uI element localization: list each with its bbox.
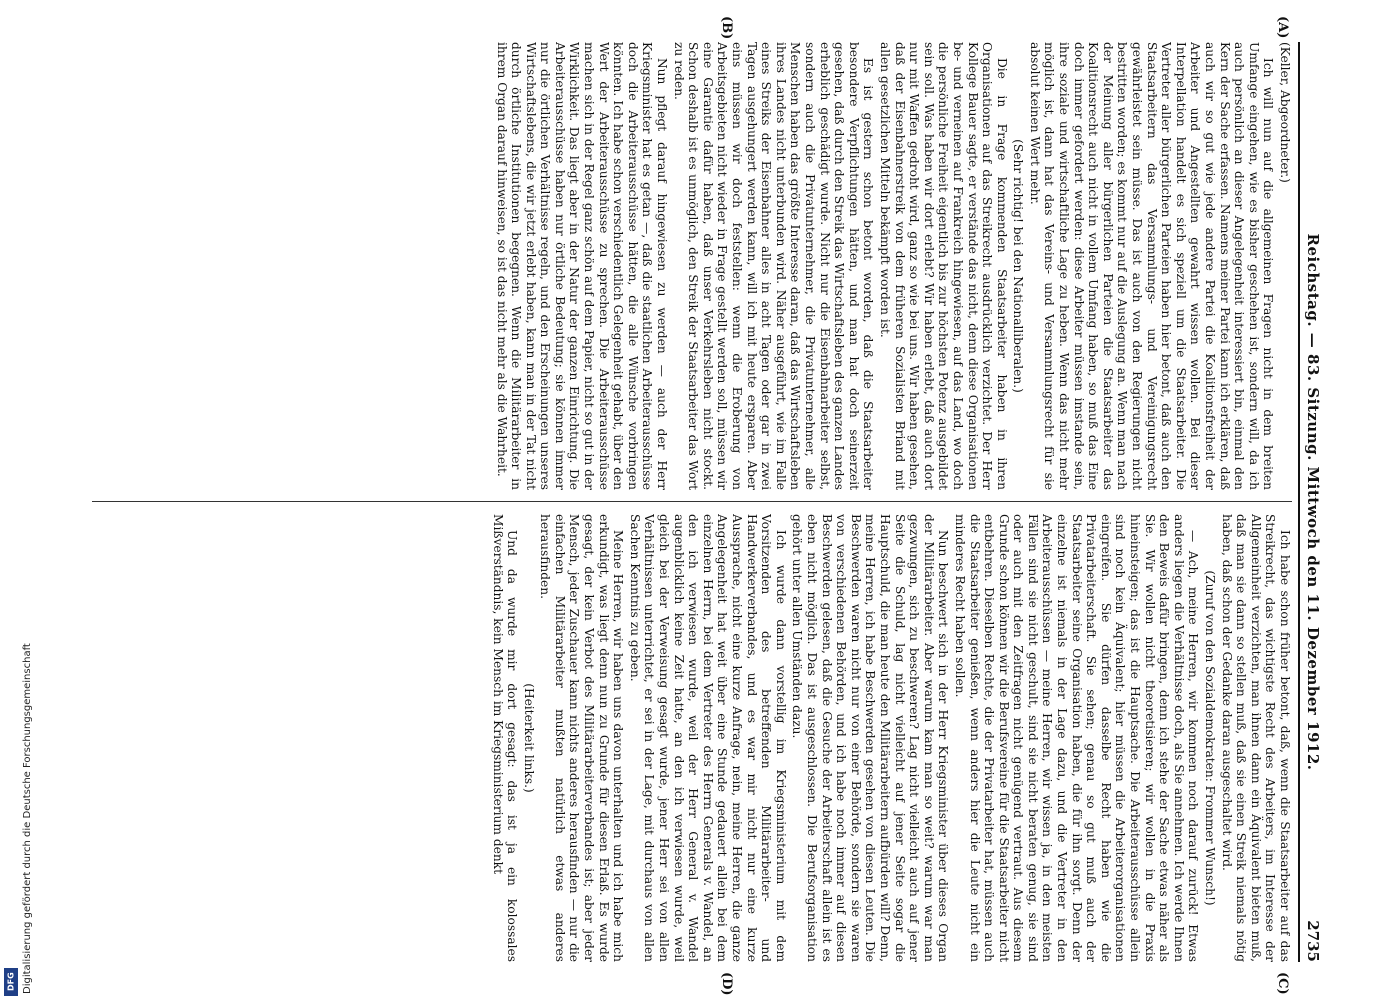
left-column: [92, 42, 1292, 490]
right-column: [92, 514, 1292, 962]
paragraph: Nun beschwert sich in der Herr Kriegsminister über dieses Organ der Militärarbeiter. Aber warum kam man so weit? warum war man gezwungen, sich zu beschweren? Lag nicht vielleicht auch auf jener Seite die Schuld, lag nicht vielleicht auf jener Seite sogar die Hauptschuld, die man heute den Militärarbeitern aufbürden will? Denn, meine Herren, ich habe Beschwerden gesehen von diesen Leuten. Die Beschwerden waren nicht nur von einer Behörde, sondern sie waren von verschiedenen Behörden, und ich habe noch immer auf diesen Beschwerden gelesen, daß die Gesuche der Arbeiterschaft allein ist es eben nicht möglich. Das ist ausgeschlossen. Die Berufsorganisation gehört unter allen Umständen dazu.: [790, 514, 951, 962]
paragraph: Die in Frage kommenden Staatsarbeiter haben in ihren Organisationen auf das Streikrecht ausdrücklich verzichtet. Der Herr Kollege Bauer sagte, er verstände das nicht, denn diese Organisationen be- und verneinen auf Frankreich hingewiesen, auf das Land, wo doch die persönliche Freiheit eigentlich bis zur höchsten Potenz ausgebildet sein soll. Was haben wir dort erlebt? Wir haben erlebt, daß auch dort nur mit Waffen gedroht wird, ganz so wie bei uns. Wir haben gesehen, daß der Eisenbahnerstreik von dem früheren Sozialisten Briand mit allen gesetzlichen Mitteln bekämpft worden ist.: [877, 42, 1009, 490]
margin-letter-b: (B): [719, 16, 734, 40]
paragraph: Nun pflegt darauf hingewiesen zu werden — auch der Herr Kriegsminister hat es getan —, daß die staatlichen Arbeiterausschüsse doch die Arbeiterausschüsse hätten, die alle Wünsche vorbringen könnten. Ich habe schon verschiedentlich Gelegenheit gehabt, über den Wert der Arbeiterausschüsse zu sprechen. Die Arbeiterausschüsse machen sich in der Regel ganz schön auf dem Papier, nicht so gut in der Wirklichkeit. Das liegt aber in der Natur der ganzen Einrichtung. Die Arbeiterausschüsse haben nur örtliche Bedeutung; sie können immer nur die örtlichen Verhältnisse regeln, und den Erscheinungen unseres Wirtschaftslebens, die wir jetzt erlebt haben, kann man in der Tat nicht durch örtliche Institutionen begegnen. Wenn die Militärarbeiter in ihrem Organ darauf hinweisen, so ist das nicht mehr als die Wahrheit.: [494, 42, 670, 490]
page-number: 2735: [1304, 920, 1322, 962]
paragraph: — Ach, meine Herren, wir kommen noch darauf zurück! Etwas anders liegen die Verhältnisse doch, als Sie annehmen. Ich werde Ihnen den Beweis dafür bringen, denn ich stehe der Sache etwas näher als Sie. Wir wollen nicht theoretisieren; wir wollen in die Praxis hineinsteigen; das ist die Hauptsache. Die Arbeiterausschüsse allein sind noch kein Äquivalent; hier müssen die Arbeiterorganisationen eingreifen. Sie dürfen dasselbe Recht haben wie die Privatarbeiterschaft. Sie sehen; genau so gut muß auch der Staatsarbeiter seine Organisation haben, die für ihn sorgt. Denn der einzelne ist niemals in der Lage dazu, und die Vertreter in den Arbeiterausschüssen — meine Herren, wir wissen ja, in den meisten Fällen sind sie nicht geschult, sind sie nicht beraten genug, sie sind oder auch mit den Zeitfragen nicht genügend vertraut. Aus diesem Grunde schon können wir die Berufsvereine für die Staatsarbeiter nicht entbehren. Dieselben Rechte, die der Privatarbeiter hat, müssen auch die Staatsarbeiter genießen, wenn anders hier die Leute nicht ein minderes Recht haben sollen.: [952, 514, 1201, 962]
speaker-line: (Keller, Abgeordneter.): [1278, 42, 1292, 183]
interjection: (Sehr richtig! bei den Nationalliberalen.): [1011, 139, 1026, 393]
paragraph: Ich wurde dann vorstellig im Kriegsministerium mit dem Vorsitzenden des betreffenden Militärarbeiter- und Handwerkerverbandes, und es war mir nicht nur eine kurze Aussprache, nicht eine kurze Anfrage, nein, meine Herren, die ganze Angelegenheit hat weit über eine Stunde gedauert allein bei dem einzelnen Herrn, bei dem Vertreter des Herrn Generals v. Wandel, an den ich verwiesen wurde, weil der Herr General v. Wandel augenblicklich keine Zeit hatte, an den ich verwiesen wurde, weil gleich bei der Verweisung gesagt wurde, jener Herr sei von allen Verhältnissen unterrichtet, er sei in der Lage, mit durchaus von allen Sachen Kenntnis zu geben.: [627, 514, 788, 962]
funding-attribution: Digitalisierung gefördert durch die Deutsche Forschungsgemeinschaft: [22, 643, 33, 994]
column-divider: [92, 501, 1292, 502]
interjection: (Heiterkeit links.): [521, 683, 536, 793]
page-header: [1298, 42, 1322, 962]
interjection: (Zuruf von den Sozialdemokraten: Frommer Wunsch!): [1203, 570, 1218, 906]
header-title: Reichstag. — 83. Sitzung. Mittwoch den 11. Dezember 1912.: [1304, 233, 1322, 771]
margin-letter-c: (C): [1275, 972, 1290, 995]
paragraph: Meine Herren, wir haben uns davon unterhalten und ich habe mich erkundigt, was liegt denn nun zu Grunde für diesen Erlaß. Es wurde gesagt, der kein Verbot des Militärarbeiterverbandes ist; aber jeder Mensch, jeder Zuschauer kann nichts anderes herausfinden — nur die einfachen Militärarbeiter mußten natürlich etwas anderes herausfinden.: [538, 514, 626, 962]
paragraph: Ich will nun auf die allgemeinen Fragen nicht in dem breiten Umfange eingehen, wie es bisher geschehen ist, sondern will, da ich auch persönlich an dieser Angelegenheit interessiert bin, einmal den Kern der Sache erfassen. Namens meiner Partei kann ich erklären, daß auch wir so gut wie jede andere Partei die Koalitionsfreiheit der Arbeiter und Angestellten gewahrt wissen wollen. Bei dieser Interpellation handelt es sich speziell um die Staatsarbeiter. Die Vertreter aller bürgerlichen Parteien haben hier betont, daß auch den Staatsarbeitern das Versammlungs- und Vereinigungsrecht gewährleistet sein müsse. Das ist auch von den Regierungen nicht bestritten worden; es kommt nur auf die Auslegung an. Wenn man nach der Meinung aller bürgerlichen Parteien die Staatsarbeiter das Koalitionsrecht auch nicht in vollem Umfang haben, so muß das Eine doch immer gefordert werden: diese Arbeiter müssen imstande sein, ihre soziale und wirtschaftliche Lage zu heben. Wenn das nicht mehr möglich ist, dann hat das Vereins- und Versammlungsrecht für sie absolut keinen Wert mehr.: [1027, 42, 1276, 490]
scanned-page: [82, 16, 1322, 996]
dfg-logo: DFG: [4, 968, 18, 996]
paragraph: Es ist gestern schon betont worden, daß die Staatsarbeiter besondere Verpflichtungen hätten, und man hat doch seinerzeit gesehen, daß durch den Streik das Wirtschaftsleben des ganzen Landes erheblich geschädigt wurde. Nicht nur die Eisenbahnarbeiter selbst, sondern auch die Privatunternehmer, die Privatunternehmer, alle Menschen haben das größte Interesse daran, daß das Wirtschaftsleben ihres Landes nicht unterbunden wird. Näher ausgeführt, wie im Falle eines Streiks der Eisenbahner alles in acht Tagen oder gar in zwei Tagen ausgehungert werden kann, will ich mit heute ersparen. Aber eins müssen wir doch feststellen: wenn die Eroberung von Arbeitsgebieten nicht wieder in Frage gestellt werden soll, müssen wir eine Garantie dafür haben, daß unser Verkehrsleben nicht stockt. Schon deshalb ist es unmöglich, den Streik der Staatsarbeiter das Wort zu reden.: [671, 42, 876, 490]
paragraph: Ich habe schon früher betont, daß, wenn die Staatsarbeiter auf das Streikrecht, das wichtigste Recht des Arbeiters, im Interesse der Allgemeinheit verzichten, man ihnen dann ein Äquivalent bieten muß, daß man sie dann so stellen muß, daß sie einen Streik niemals nötig haben, daß schon der Gedanke daran ausgeschaltet wird.: [1219, 514, 1292, 962]
margin-letter-d: (D): [719, 972, 734, 996]
paragraph: Und da wurde mir dort gesagt: das ist ja ein kolossales Mißverständnis, kein Mensch im Kriegsministerium denkt: [490, 514, 520, 962]
margin-letter-a: (A): [1275, 16, 1290, 39]
